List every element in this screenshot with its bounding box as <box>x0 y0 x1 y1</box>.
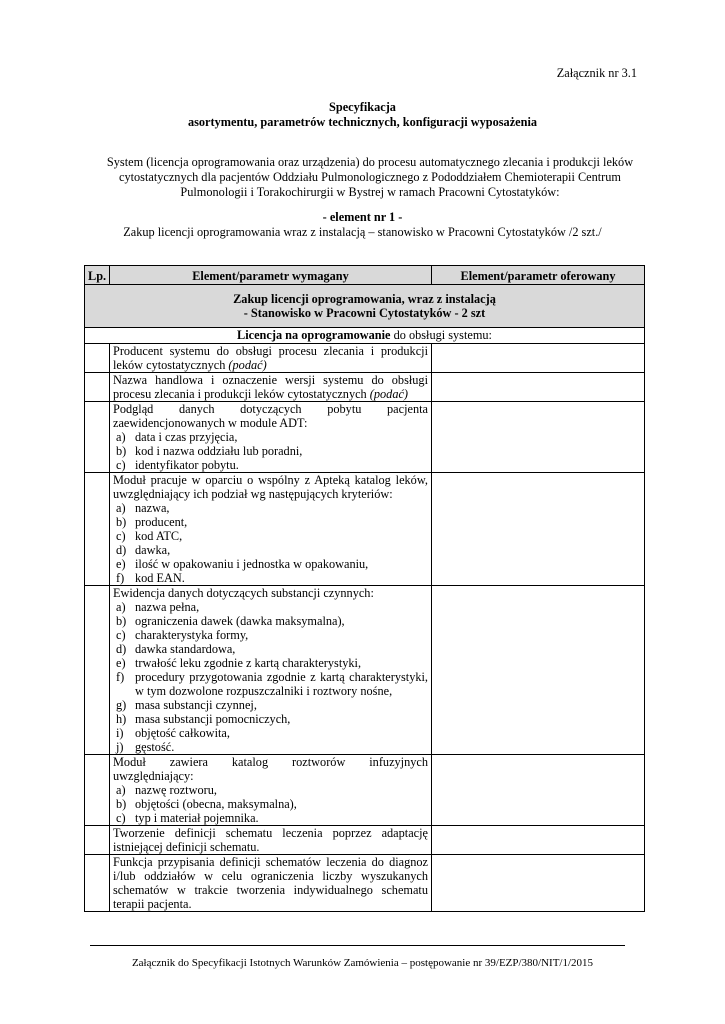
list-item-text: procedury przygotowania zgodnie z kartą charakterystyki, w tym dozwolone rozpuszczalniki i roztwory nośne, <box>135 670 428 698</box>
row-required <box>110 586 432 755</box>
list-item-text: trwałość leku zgodnie z kartą charakterystyki, <box>135 656 362 670</box>
row-items-list <box>113 501 428 585</box>
list-item <box>113 712 428 726</box>
list-item-marker: i) <box>116 726 124 740</box>
footer-text: Załącznik do Specyfikacji Istotnych Warunków Zamówienia – postępowanie nr 39/EZP/380/NIT/1/2015 <box>131 957 594 969</box>
row-lp <box>85 826 110 855</box>
list-item-marker: a) <box>116 600 126 614</box>
table-row <box>85 473 645 586</box>
list-item-marker: j) <box>116 740 124 754</box>
list-item <box>113 628 428 642</box>
row-note: (podać) <box>228 358 267 372</box>
col-lp-header: Lp. <box>85 266 110 285</box>
row-items-list <box>113 600 428 754</box>
list-item-marker: d) <box>116 642 127 656</box>
list-item-marker: c) <box>116 811 126 825</box>
list-item-text: dawka, <box>135 543 171 557</box>
list-item-marker: g) <box>116 698 127 712</box>
list-item-text: typ i materiał pojemnika. <box>135 811 259 825</box>
row-offered[interactable] <box>432 586 645 755</box>
row-offered[interactable] <box>432 755 645 826</box>
list-item <box>113 726 428 740</box>
list-item-text: ilość w opakowaniu i jednostka w opakowaniu, <box>135 557 369 571</box>
list-item-text: objętość całkowita, <box>135 726 230 740</box>
list-item <box>113 430 428 444</box>
row-offered[interactable] <box>432 373 645 402</box>
list-item-text: nazwa pełna, <box>135 600 200 614</box>
element-subheading: Zakup licencji oprogramowania wraz z instalacją – stanowisko w Pracowni Cytostatyków /2 szt./ <box>123 225 602 239</box>
table-row <box>85 344 645 373</box>
table-row <box>85 826 645 855</box>
list-item <box>113 501 428 515</box>
attachment-number: Załącznik nr 3.1 <box>556 66 637 80</box>
document-subtitle: asortymentu, parametrów technicznych, konfiguracji wyposażenia <box>187 115 538 129</box>
list-item <box>113 571 428 585</box>
row-lp <box>85 586 110 755</box>
list-item-marker: f) <box>116 670 125 684</box>
row-offered[interactable] <box>432 855 645 912</box>
list-item-marker: c) <box>116 529 126 543</box>
row-required-text: Producent systemu do obsługi procesu zlecania i produkcji leków cytostatycznych (podać) <box>113 344 428 372</box>
row-required-text: Funkcja przypisania definicji schematów leczenia do diagnoz i/lub oddziałów w celu ograniczenia liczby wyszukanych schematów w trakcie tworzenia indywidualnego schematu terapii pacjenta. <box>113 855 428 911</box>
table-row <box>85 586 645 755</box>
list-item-text: identyfikator pobytu. <box>135 458 239 472</box>
row-note: (podać) <box>369 387 409 401</box>
list-item-marker: a) <box>116 501 126 515</box>
row-required <box>110 473 432 586</box>
list-item <box>113 670 428 698</box>
list-item-text: kod i nazwa oddziału lub poradni, <box>135 444 303 458</box>
list-item-marker: a) <box>116 430 126 444</box>
row-required-text: Moduł zawiera katalog roztworów infuzyjnych uwzględniający: <box>113 755 428 783</box>
list-item-marker: h) <box>116 712 127 726</box>
section-title-line1: Zakup licencji oprogramowania, wraz z instalacją <box>233 292 496 306</box>
section-title <box>85 285 645 328</box>
list-item-text: nazwa, <box>135 501 170 515</box>
list-item <box>113 740 428 754</box>
row-required <box>110 373 432 402</box>
row-required-text: Moduł pracuje w oparciu o wspólny z Apteką katalog leków, uwzględniający ich podział wg następujących kryteriów: <box>113 473 428 501</box>
col-required-header: Element/parametr wymagany <box>110 266 432 285</box>
footer-divider <box>90 945 625 946</box>
row-offered[interactable] <box>432 402 645 473</box>
list-item-text: charakterystyka formy, <box>135 628 249 642</box>
list-item <box>113 642 428 656</box>
row-offered[interactable] <box>432 473 645 586</box>
license-heading-rest: do obsługi systemu: <box>390 328 492 342</box>
list-item <box>113 783 428 797</box>
list-item <box>113 811 428 825</box>
list-item-marker: a) <box>116 783 126 797</box>
license-heading <box>85 328 645 344</box>
row-required-text: Nazwa handlowa i oznaczenie wersji systemu do obsługi procesu zlecania i produkcji leków cytostatycznych (podać) <box>113 373 428 401</box>
list-item <box>113 529 428 543</box>
row-required <box>110 402 432 473</box>
list-item-marker: e) <box>116 557 126 571</box>
list-item <box>113 614 428 628</box>
document-title: Specyfikacja <box>329 100 396 114</box>
list-item <box>113 557 428 571</box>
table-row <box>85 855 645 912</box>
list-item <box>113 797 428 811</box>
license-row <box>85 328 645 344</box>
intro-paragraph: System (licencja oprogramowania oraz urządzenia) do procesu automatycznego zlecania i produkcji leków cytostatycznych dla pacjentów Oddziału Pulmonologicznego z Pododdziałem Chemioterapii Centrum Pulmonologii i Torakochirurgii w Bystrej w ramach Pracowni Cytostatyków: <box>106 155 634 199</box>
list-item-marker: b) <box>116 797 127 811</box>
list-item <box>113 444 428 458</box>
list-item-marker: b) <box>116 515 127 529</box>
row-required <box>110 344 432 373</box>
license-heading-bold: Licencja na oprogramowanie <box>237 328 391 342</box>
row-lp <box>85 473 110 586</box>
row-lp <box>85 373 110 402</box>
row-required-text: Tworzenie definicji schematu leczenia poprzez adaptację istniejącej definicji schematu. <box>113 826 428 854</box>
row-lp <box>85 344 110 373</box>
row-required-text: Podgląd danych dotyczących pobytu pacjenta zaewidencjonowanych w module ADT: <box>113 402 428 430</box>
list-item-text: masa substancji czynnej, <box>135 698 257 712</box>
list-item-marker: b) <box>116 614 127 628</box>
list-item-marker: e) <box>116 656 126 670</box>
list-item-marker: f) <box>116 571 125 585</box>
row-required <box>110 755 432 826</box>
list-item-text: producent, <box>135 515 188 529</box>
list-item-marker: d) <box>116 543 127 557</box>
list-item <box>113 458 428 472</box>
row-offered[interactable] <box>432 344 645 373</box>
list-item-text: data i czas przyjęcia, <box>135 430 238 444</box>
row-offered[interactable] <box>432 826 645 855</box>
list-item <box>113 543 428 557</box>
list-item-text: masa substancji pomocniczych, <box>135 712 291 726</box>
list-item <box>113 600 428 614</box>
specification-table <box>84 265 645 912</box>
row-items-list <box>113 430 428 472</box>
section-row <box>85 285 645 328</box>
table-header-row <box>85 266 645 285</box>
row-items-list <box>113 783 428 825</box>
row-required-text: Ewidencja danych dotyczących substancji czynnych: <box>113 586 374 600</box>
row-lp <box>85 755 110 826</box>
table-row <box>85 402 645 473</box>
col-offered-header: Element/parametr oferowany <box>432 266 645 285</box>
list-item-text: ograniczenia dawek (dawka maksymalna), <box>135 614 345 628</box>
list-item-text: kod ATC, <box>135 529 183 543</box>
list-item-text: nazwę roztworu, <box>135 783 217 797</box>
list-item-marker: c) <box>116 628 126 642</box>
row-lp <box>85 855 110 912</box>
list-item-text: dawka standardowa, <box>135 642 236 656</box>
section-title-line2: - Stanowisko w Pracowni Cytostatyków - 2 szt <box>243 306 486 320</box>
list-item-marker: c) <box>116 458 126 472</box>
row-required <box>110 855 432 912</box>
list-item-text: kod EAN. <box>135 571 185 585</box>
list-item <box>113 698 428 712</box>
row-lp <box>85 402 110 473</box>
list-item <box>113 515 428 529</box>
row-required <box>110 826 432 855</box>
table-row <box>85 755 645 826</box>
table-row <box>85 373 645 402</box>
list-item-text: objętości (obecna, maksymalna), <box>135 797 297 811</box>
list-item <box>113 656 428 670</box>
list-item-marker: b) <box>116 444 127 458</box>
list-item-text: gęstość. <box>135 740 175 754</box>
element-heading: - element nr 1 - <box>322 210 403 224</box>
